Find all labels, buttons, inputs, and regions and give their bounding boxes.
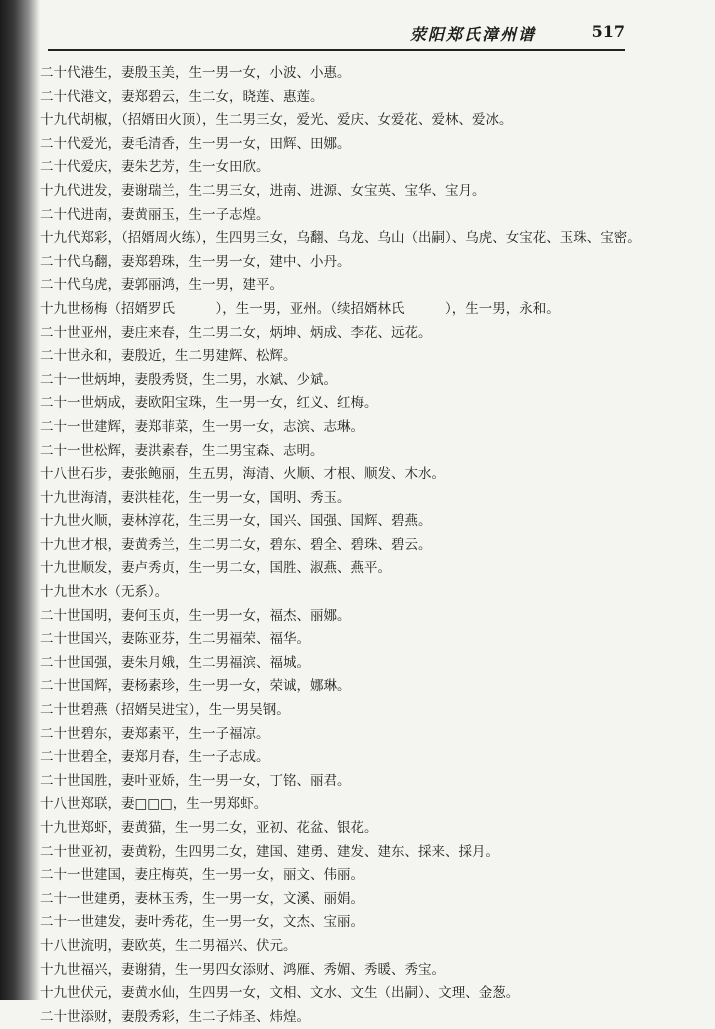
genealogy-entry: 十八世流明，妻欧英，生二男福兴、伏元。 bbox=[40, 937, 297, 954]
genealogy-entry: 二十代港生，妻殷玉美，生一男一女，小波、小惠。 bbox=[40, 65, 351, 81]
genealogy-entry: 十九代胡椒，（招婿田火顶），生二男三女，爱光、爱庆、女爱花、爱林、爱冰。 bbox=[40, 112, 513, 129]
genealogy-entry: 十九世杨梅（招婿罗氏 ），生一男，亚州。（续招婿林氏 ），生一男，永和。 bbox=[40, 300, 560, 317]
genealogy-entry: 二十世国辉，妻杨素珍，生一男一女，荣诚，娜琳。 bbox=[40, 678, 351, 695]
genealogy-entry: 二十世添财，妻殷秀彩，生二子炜圣、炜煌。 bbox=[40, 1008, 310, 1025]
book-title: 荥阳郑氏漳州谱 bbox=[410, 25, 537, 44]
genealogy-entry: 二十世碧燕（招婿吴进宝），生一男吴钢。 bbox=[40, 702, 290, 719]
genealogy-entry: 十九代进发，妻谢瑞兰，生二男三女，进南、进源、女宝英、宝华、宝月。 bbox=[40, 182, 486, 199]
genealogy-entry: 二十代爱光，妻毛清香，生一男一女，田辉、田娜。 bbox=[40, 135, 351, 152]
genealogy-entry: 二十一世建勇，妻林玉秀，生一男一女，文溪、丽娟。 bbox=[40, 890, 364, 907]
genealogy-entry: 二十世亚初，妻黄粉，生四男二女，建国、建勇、建发、建东、採来、採月。 bbox=[40, 843, 499, 860]
genealogy-entry: 二十一世建发，妻叶秀花，生一男一女，文杰、宝丽。 bbox=[40, 914, 364, 931]
genealogy-entry: 二十一世炳坤，妻殷秀贤，生二男，水斌、少斌。 bbox=[40, 371, 337, 388]
page-number: 517 bbox=[591, 22, 625, 41]
genealogy-entry: 二十世国强，妻朱月娥，生二男福滨、福城。 bbox=[40, 654, 310, 671]
book-binding-shadow bbox=[0, 0, 40, 1000]
genealogy-entry: 十九世伏元，妻黄水仙，生四男一女，文相、文水、文生（出嗣）、文理、金葱。 bbox=[40, 985, 520, 1002]
genealogy-entry: 二十世碧全，妻郑月春，生一子志成。 bbox=[40, 749, 270, 766]
genealogy-entry: 二十世碧东，妻郑素平，生一子福凉。 bbox=[40, 725, 270, 742]
genealogy-entry: 十九世海清，妻洪桂花，生一男一女，国明、秀玉。 bbox=[40, 489, 351, 506]
genealogy-entry: 二十世永和，妻殷近，生二男建辉、松辉。 bbox=[40, 348, 297, 365]
header-rule bbox=[48, 49, 625, 51]
genealogy-entry: 二十一世建国，妻庄梅英，生一男一女，丽文、伟丽。 bbox=[40, 867, 364, 884]
genealogy-entry: 十九世福兴，妻谢猜，生一男四女添财、鸿雁、秀媚、秀暖、秀宝。 bbox=[40, 961, 445, 978]
genealogy-entry-list bbox=[40, 62, 680, 1029]
genealogy-entry: 二十代爱庆，妻朱艺芳，生一女田欣。 bbox=[40, 159, 270, 176]
genealogy-entry: 二十一世炳成，妻欧阳宝珠，生一男一女，红义、红梅。 bbox=[40, 395, 378, 412]
running-header bbox=[410, 22, 625, 48]
genealogy-entry: 十九代郑彩，（招婿周火练），生四男三女，乌翻、乌龙、乌山（出嗣）、乌虎、女宝花、玉珠、宝密。 bbox=[40, 230, 641, 247]
genealogy-entry: 二十世国明，妻何玉贞，生一男一女，福杰、丽娜。 bbox=[40, 607, 351, 624]
genealogy-entry: 二十代乌翻，妻郑碧珠，生一男一女，建中、小丹。 bbox=[40, 253, 351, 270]
genealogy-entry: 二十世国胜，妻叶亚娇，生一男一女，丁铭、丽君。 bbox=[40, 772, 351, 789]
genealogy-entry: 二十代乌虎，妻郭丽鸿，生一男，建平。 bbox=[40, 277, 283, 294]
genealogy-entry: 十八世郑联，妻□□□，生一男郑虾。 bbox=[40, 796, 268, 813]
genealogy-entry: 二十一世松辉，妻洪素春，生二男宝森、志明。 bbox=[40, 442, 324, 459]
genealogy-entry: 十九世火顺，妻林淳花，生三男一女，国兴、国强、国辉、碧燕。 bbox=[40, 513, 432, 530]
genealogy-entry: 十九世郑虾，妻黄猫，生一男二女，亚初、花盆、银花。 bbox=[40, 820, 378, 836]
genealogy-entry: 二十世亚州，妻庄来春，生二男二女，炳坤、炳成、李花、远花。 bbox=[40, 324, 432, 341]
genealogy-entry: 二十一世建辉，妻郑菲菜，生一男一女，志滨、志琳。 bbox=[40, 418, 364, 435]
genealogy-entry: 十八世石步，妻张鲍丽，生五男，海清、火顺、才根、顺发、木水。 bbox=[40, 466, 445, 483]
genealogy-entry: 二十世国兴，妻陈亚芬，生二男福荣、福华。 bbox=[40, 631, 310, 648]
genealogy-entry: 十九世才根，妻黄秀兰，生二男二女，碧东、碧全、碧珠、碧云。 bbox=[40, 536, 432, 553]
genealogy-entry: 十九世顺发，妻卢秀贞，生一男二女，国胜、淑燕、燕平。 bbox=[40, 560, 391, 577]
genealogy-entry: 二十代进南，妻黄丽玉，生一子志煌。 bbox=[40, 206, 270, 223]
genealogy-entry: 二十代港文，妻郑碧云，生二女，晓莲、惠莲。 bbox=[40, 88, 324, 105]
genealogy-entry: 十九世木水（无系）。 bbox=[40, 584, 169, 601]
